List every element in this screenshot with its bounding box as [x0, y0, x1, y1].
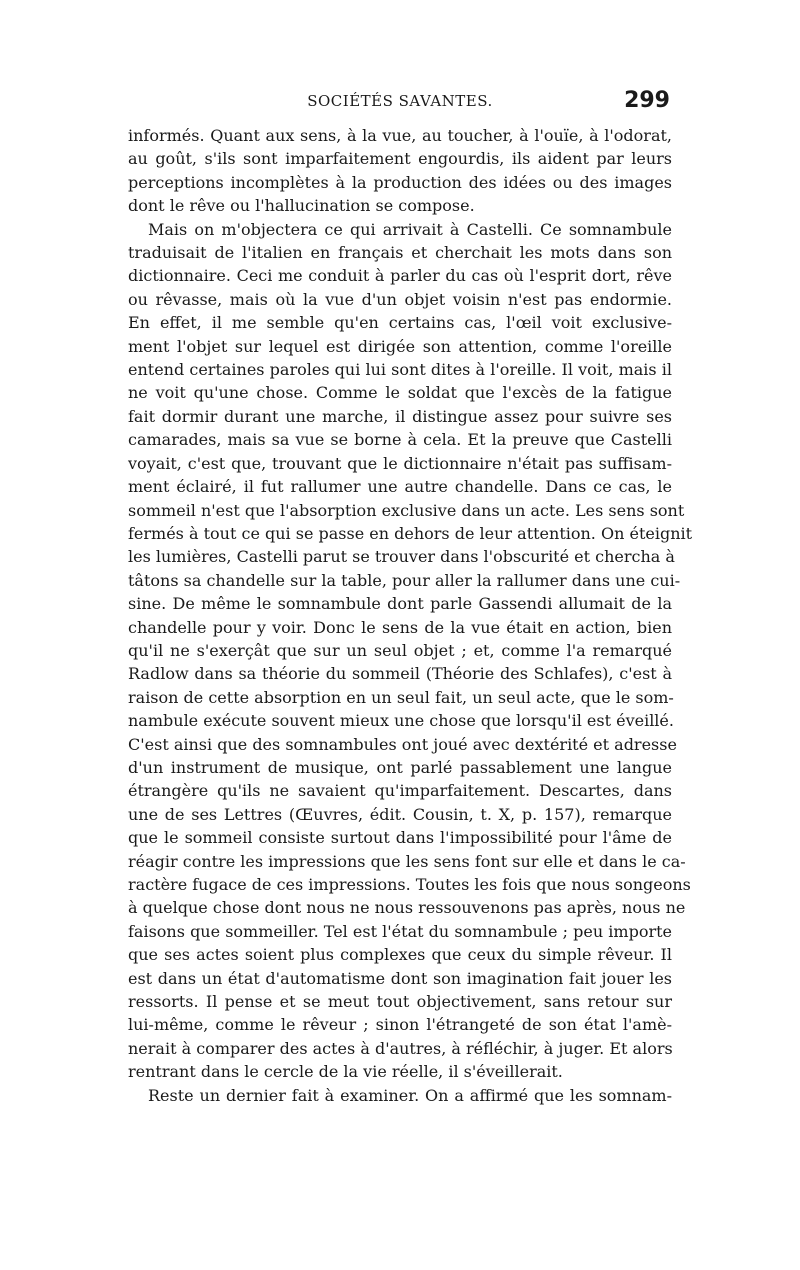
- text-line: En effet, il me semble qu'en certains cas, l'œil voit exclusive-: [128, 313, 672, 333]
- text-line: raison de cette absorption en un seul fait, un seul acte, que le som-: [128, 687, 674, 707]
- text-line: Mais on m'objectera ce qui arrivait à Castelli. Ce somnambule: [148, 219, 672, 239]
- text-line: sommeil n'est que l'absorption exclusive dans un acte. Les sens sont: [128, 500, 685, 520]
- text-line: faisons que sommeiller. Tel est l'état du somnambule ; peu importe: [128, 921, 672, 941]
- text-line: camarades, mais sa vue se borne à cela. Et la preuve que Castelli: [128, 430, 672, 450]
- text-line: dont le rêve ou l'hallucination se compose.: [128, 196, 475, 216]
- text-line: étrangère qu'ils ne savaient qu'imparfaitement. Descartes, dans: [128, 781, 672, 801]
- text-line: tâtons sa chandelle sur la table, pour aller la rallumer dans une cui-: [128, 570, 681, 590]
- text-line: Reste un dernier fait à examiner. On a affirmé que les somnam-: [148, 1085, 672, 1105]
- text-line: d'un instrument de musique, ont parlé passablement une langue: [128, 757, 672, 777]
- text-line: voyait, c'est que, trouvant que le dictionnaire n'était pas suffisam-: [128, 453, 672, 473]
- text-line: à quelque chose dont nous ne nous ressouvenons pas après, nous ne: [128, 898, 686, 918]
- text-line: chandelle pour y voir. Donc le sens de la vue était en action, bien: [128, 617, 672, 637]
- body-text: [128, 124, 693, 1107]
- text-line: une de ses Lettres (Œuvres, édit. Cousin, t. X, p. 157), remarque: [128, 804, 672, 824]
- text-line: rentrant dans le cercle de la vie réelle, il s'éveillerait.: [128, 1062, 563, 1082]
- text-line: les lumières, Castelli parut se trouver dans l'obscurité et chercha à: [128, 547, 675, 567]
- text-line: fait dormir durant une marche, il distingue assez pour suivre ses: [128, 406, 672, 426]
- book-page: [128, 88, 693, 1107]
- text-line: C'est ainsi que des somnambules ont joué avec dextérité et adresse: [128, 734, 677, 754]
- text-line: lui-même, comme le rêveur ; sinon l'étrangeté de son état l'amè-: [128, 1015, 672, 1035]
- text-line: sine. De même le somnambule dont parle Gassendi allumait de la: [128, 594, 672, 614]
- text-line: ou rêvasse, mais où la vue d'un objet voisin n'est pas endormie.: [128, 289, 672, 309]
- text-line: ment éclairé, il fut rallumer une autre chandelle. Dans ce cas, le: [128, 477, 672, 497]
- text-line: réagir contre les impressions que les sens font sur elle et dans le ca-: [128, 851, 686, 871]
- page-number: 299: [624, 88, 670, 113]
- text-line: ment l'objet sur lequel est dirigée son attention, comme l'oreille: [128, 336, 672, 356]
- text-line: traduisait de l'italien en français et cherchait les mots dans son: [128, 243, 672, 263]
- running-title: SOCIÉTÉS SAVANTES.: [307, 92, 493, 110]
- text-line: entend certaines paroles qui lui sont dites à l'oreille. Il voit, mais il: [128, 360, 672, 380]
- text-line: nambule exécute souvent mieux une chose que lorsqu'il est éveillé.: [128, 711, 674, 731]
- text-line: est dans un état d'automatisme dont son imagination fait jouer les: [128, 968, 672, 988]
- text-line: au goût, s'ils sont imparfaitement engourdis, ils aident par leurs: [128, 149, 672, 169]
- text-line: ne voit qu'une chose. Comme le soldat que l'excès de la fatigue: [128, 383, 672, 403]
- text-line: informés. Quant aux sens, à la vue, au toucher, à l'ouïe, à l'odorat,: [128, 126, 672, 145]
- text-line: nerait à comparer des actes à d'autres, à réfléchir, à juger. Et alors: [128, 1038, 673, 1058]
- text-line: perceptions incomplètes à la production des idées ou des images: [128, 172, 672, 192]
- text-line: ractère fugace de ces impressions. Toutes les fois que nous songeons: [128, 875, 691, 894]
- text-line: fermés à tout ce qui se passe en dehors de leur attention. On éteignit: [128, 523, 693, 543]
- text-line: que ses actes soient plus complexes que ceux du simple rêveur. Il: [128, 945, 672, 965]
- text-line: dictionnaire. Ceci me conduit à parler du cas où l'esprit dort, rêve: [128, 266, 672, 286]
- text-line: que le sommeil consiste surtout dans l'impossibilité pour l'âme de: [128, 828, 672, 848]
- running-header: [128, 88, 672, 124]
- text-line: Radlow dans sa théorie du sommeil (Théorie des Schlafes), c'est à: [128, 664, 672, 684]
- text-line: ressorts. Il pense et se meut tout objectivement, sans retour sur: [128, 992, 672, 1012]
- text-line: qu'il ne s'exerçât que sur un seul objet ; et, comme l'a remarqué: [128, 640, 672, 660]
